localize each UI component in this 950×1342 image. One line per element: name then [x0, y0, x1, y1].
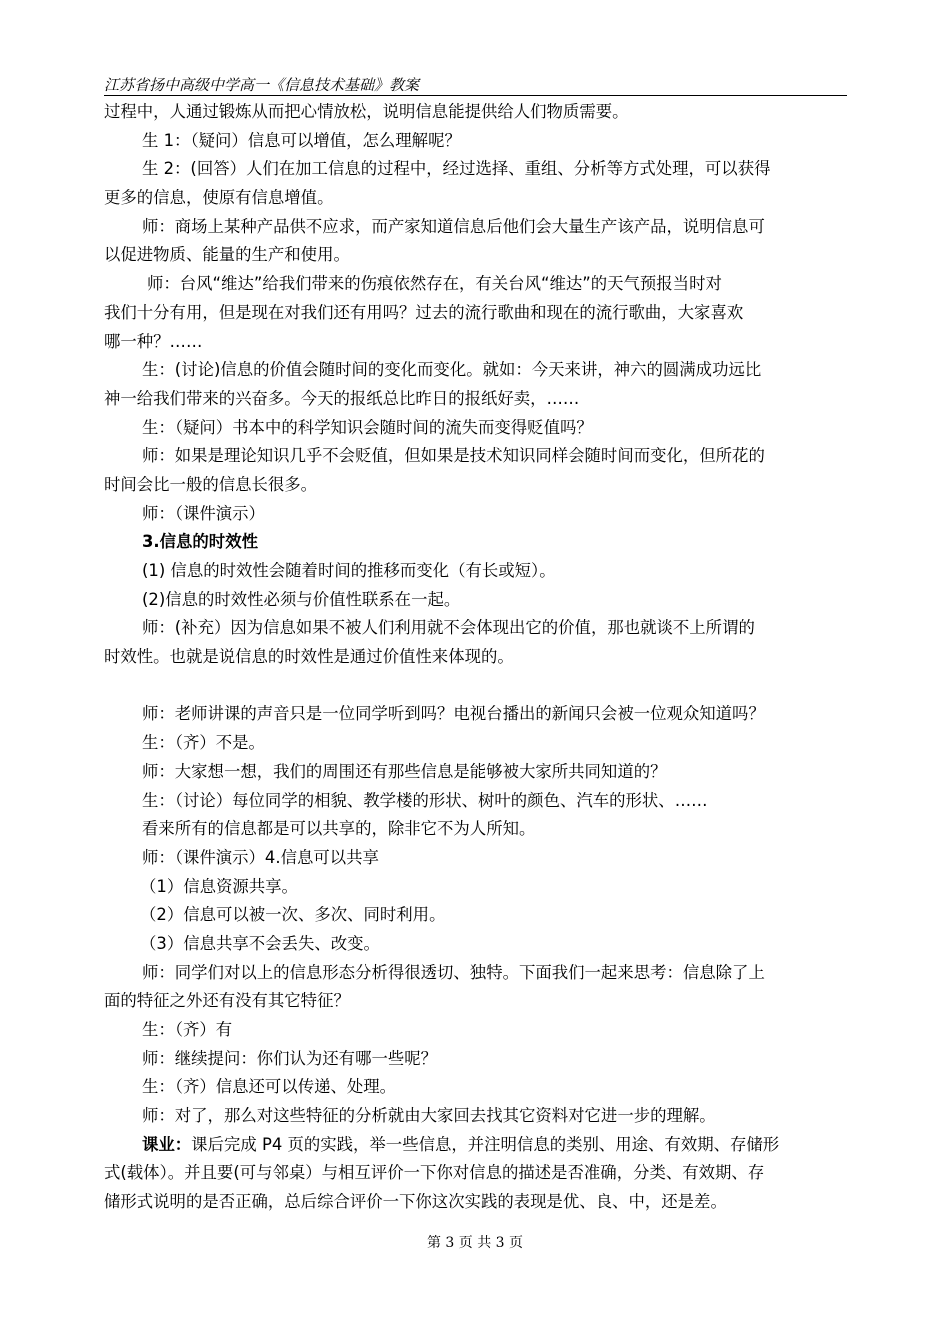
- paragraph-line: 更多的信息，使原有信息增值。: [104, 188, 334, 208]
- paragraph-line: 生 2：(回答）人们在加工信息的过程中，经过选择、重组、分析等方式处理，可以获得: [142, 159, 771, 179]
- blank-line: [104, 672, 848, 701]
- paragraph-line: 时效性。也就是说信息的时效性是通过价值性来体现的。: [104, 647, 514, 667]
- paragraph-line: 师：（课件演示）: [142, 503, 265, 523]
- homework-label: 课业：: [142, 1134, 192, 1154]
- paragraph-line: 师：老师讲课的声音只是一位同学听到吗？电视台播出的新闻只会被一位观众知道吗？: [142, 704, 765, 724]
- paragraph-line: 师：同学们对以上的信息形态分析得很透切、独特。下面我们一起来思考：信息除了上: [142, 962, 765, 982]
- paragraph-line: 生 1：（疑问）信息可以增值，怎么理解呢？: [142, 130, 461, 150]
- document-body: [104, 98, 848, 1217]
- paragraph-line: 式(载体）。并且要(可与邻桌）与相互评价一下你对信息的描述是否准确，分类、有效期、存: [104, 1163, 765, 1183]
- list-item: (1) 信息的时效性会随着时间的推移而变化（有长或短）。: [142, 561, 556, 580]
- paragraph-line: 神一给我们带来的兴奋多。今天的报纸总比昨日的报纸好卖，……: [104, 388, 580, 408]
- paragraph-line: 我们十分有用，但是现在对我们还有用吗？过去的流行歌曲和现在的流行歌曲，大家喜欢: [104, 302, 744, 322]
- paragraph-line: 师：(补充）因为信息如果不被人们利用就不会体现出它的价值，那也就谈不上所谓的: [142, 618, 755, 638]
- list-item: （2）信息可以被一次、多次、同时利用。: [140, 905, 446, 925]
- list-item: （1）信息资源共享。: [140, 876, 298, 896]
- paragraph-line: 生：（讨论）每位同学的相貌、教学楼的形状、树叶的颜色、汽车的形状、……: [142, 790, 708, 810]
- paragraph-line: 师：如果是理论知识几乎不会贬值，但如果是技术知识同样会随时间而变化，但所花的: [142, 446, 765, 466]
- paragraph-line: 过程中，人通过锻炼从而把心情放松，说明信息能提供给人们物质需要。: [104, 102, 629, 121]
- homework-text: 课后完成 P4 页的实践，举一些信息，并注明信息的类别、用途、有效期、存储形: [191, 1134, 780, 1154]
- paragraph-line: 以促进物质、能量的生产和使用。: [104, 245, 350, 265]
- paragraph-line: 师：台风“维达”给我们带来的伤痕依然存在，有关台风“维达”的天气预报当时对: [147, 274, 722, 294]
- paragraph-line: 生：（齐）信息还可以传递、处理。: [142, 1077, 397, 1097]
- paragraph-line: 储形式说明的是否正确，总后综合评价一下你这次实践的表现是优、良、中，还是差。: [104, 1192, 727, 1212]
- paragraph-line: 生：（齐）有: [142, 1020, 233, 1039]
- paragraph-line: 看来所有的信息都是可以共享的，除非它不为人所知。: [142, 819, 536, 839]
- paragraph-line: 师：继续提问：你们认为还有哪一些呢？: [142, 1048, 438, 1068]
- paragraph-line: 面的特征之外还有没有其它特征？: [104, 991, 350, 1011]
- paragraph-line: 师：大家想一想，我们的周围还有那些信息是能够被大家所共同知道的？: [142, 761, 667, 781]
- paragraph-line: 生：（疑问）书本中的科学知识会随时间的流失而变得贬值吗？: [142, 417, 593, 437]
- page-header: 江苏省扬中高级中学高一《信息技术基础》教案: [104, 76, 847, 96]
- paragraph-line: 师：对了，那么对这些特征的分析就由大家回去找其它资料对它进一步的理解。: [142, 1106, 716, 1126]
- paragraph-line: 时间会比一般的信息长很多。: [104, 474, 318, 494]
- paragraph-line: 生：（齐）不是。: [142, 733, 265, 753]
- list-item: (2)信息的时效性必须与价值性联系在一起。: [142, 589, 461, 609]
- homework-line: [104, 1131, 848, 1160]
- list-item: （3）信息共享不会丢失、改变。: [140, 933, 380, 953]
- paragraph-line: 师：商场上某种产品供不应求，而产家知道信息后他们会大量生产该产品，说明信息可: [142, 216, 765, 236]
- page-number: 第 3 页 共 3 页: [426, 1235, 524, 1251]
- paragraph-line: 师：（课件演示）4.信息可以共享: [142, 847, 379, 867]
- paragraph-line: 哪一种？……: [104, 331, 203, 351]
- paragraph-line: 生：(讨论)信息的价值会随时间的变化而变化。就如：今天来讲，神六的圆满成功远比: [142, 360, 762, 380]
- section-heading: 3.信息的时效性: [142, 532, 258, 552]
